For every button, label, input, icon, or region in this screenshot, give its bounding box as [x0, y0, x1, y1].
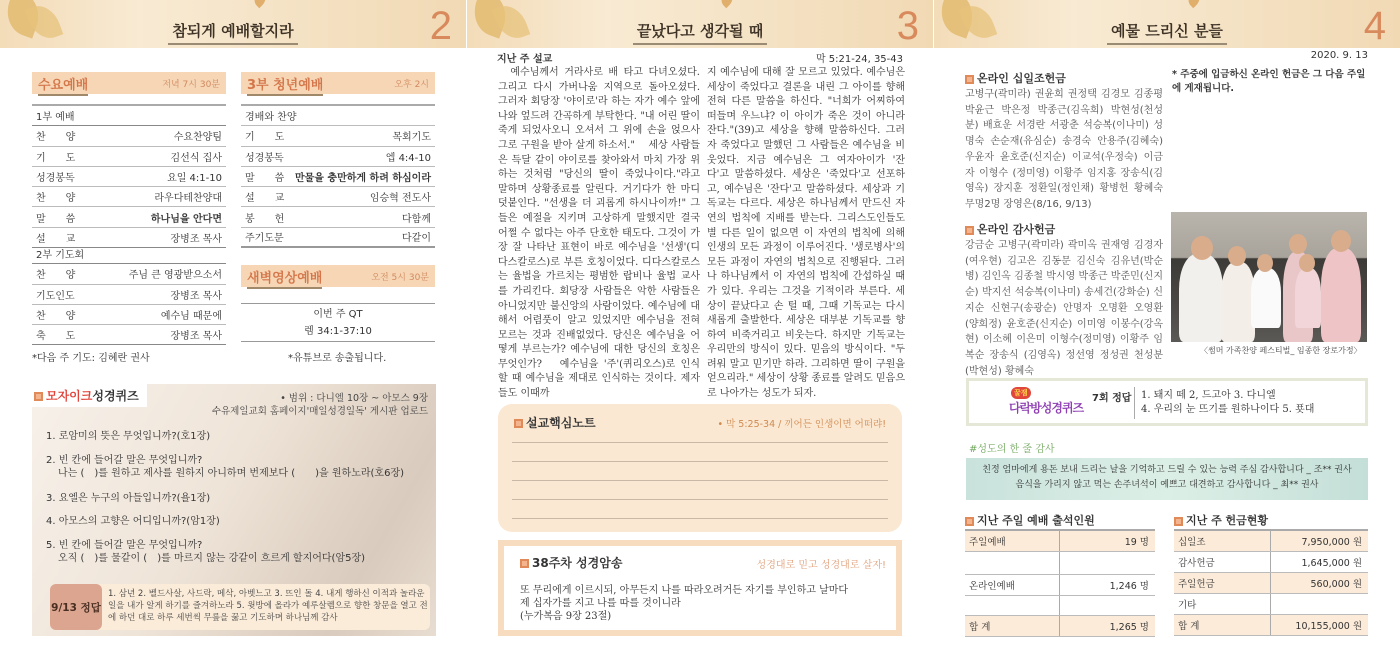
sermon-note-box: [498, 404, 902, 532]
square-bullet-icon: [965, 517, 974, 526]
bulletin-date: 2020. 9. 13: [1310, 50, 1368, 61]
sermon-column-2: 지 예수님에 대해 잘 모르고 있었다. 예수님은 세상이 죽었다고 결론을 내린 그 아이를 향해 전혀 다른 말씀을 하신다. "너희가 어찌하여 떠들며 우느냐? 이 아이가 죽은 것이 아니라 잔다."(39)고 세상을 향해 말씀하신다. 그러자 죽었다고 말했던 그 사람들은 예수님을 비웃었다. 지금 예수님은 그 여자아이가 '잔다'고 말씀하셨다. 세상은 '죽었다'고 선포하고, 예수님은 '잔다'고 말씀하셨다. 세상과 기독교는 다르다. 세상은 하나님께서 만드신 자연의 법칙에 지배를 받는다. 그리스도인들도 별 다른 일이 없으면 이 자연의 법칙에 의해 인생의 모든 과정이 이루어진다. '생로병사'의 모든 과정이 자연의 법칙으로 진행된다. 그러나 하나님께서 이 자연의 법칙에 간섭하실 때가 있다. 우리는 그것을 기적이라 부른다. 세상이 끝났다고 손 털 때, 그때 기독교는 다시 새롭게 출발한다. 세상은 대부분 기독교를 향하여 비죽거리고 비웃는다. 하지만 기독교는 우리만의 방식이 있다. 믿음의 방식이다. "두려워 말고 믿기만 하라. 그리하면 딸이 구원을 얻으리라." 세상이 상황 종료를 알려도 믿음으로 나아가는 성도가 되자.: [707, 67, 905, 400]
table-row: 성경봉독 엡 4:4-10: [241, 147, 435, 167]
quiz-title: 모자이크성경퀴즈: [32, 384, 147, 407]
online-note: * 주중에 입금하신 온라인 헌금은 그 다음 주일에 게재됩니다.: [1172, 69, 1366, 94]
page-banner: [0, 0, 466, 48]
square-bullet-icon: [1174, 517, 1183, 526]
page-banner: [467, 0, 933, 48]
square-bullet-icon: [34, 392, 43, 401]
wednesday-service-header: [32, 72, 226, 94]
section-title: 수요예배: [38, 74, 88, 96]
table-row: 합 계 10,155,000 원: [1174, 615, 1368, 636]
table-row: 설 교 장병조 목사: [32, 228, 226, 248]
logo-badge: 꿀잼: [1011, 387, 1031, 399]
offering-table: [1174, 529, 1368, 636]
service-time: 오후 2시: [394, 80, 429, 90]
leaf-decoration: [1185, 0, 1203, 8]
section-title: 3부 청년예배: [247, 74, 323, 96]
square-bullet-icon: [520, 559, 529, 568]
gratitude-title: #성도의 한 줄 감사: [969, 444, 1055, 455]
memory-slogan: 성경대로 믿고 성경대로 살자!: [756, 560, 886, 571]
leaf-decoration: [251, 0, 269, 8]
table-row: 찬 양 라우다테찬양대: [32, 187, 226, 207]
attendance-title: 지난 주일 예배 출석인원: [965, 512, 1095, 528]
memory-verse-box: [498, 540, 902, 636]
youth-service-header: [241, 72, 435, 94]
youtube-note: *유튜브로 송출됩니다.: [288, 353, 387, 364]
memory-verse: 또 무리에게 이르시되, 아무든지 나를 따라오려거든 자기를 부인하고 날마다 제 십자가를 지고 나를 따를 것이니라 (누가복음 9장 23절): [520, 585, 849, 622]
page-banner: [934, 0, 1400, 48]
quiz-question-line: 오직 ( )를 물같이 ( )를 마르지 않는 강같이 흐르게 할지어다(암5장): [58, 553, 366, 564]
memory-title: 38주차 성경암송: [520, 554, 622, 571]
table-row: 기 도 목회기도: [241, 126, 435, 146]
gratitude-box: [966, 458, 1368, 500]
quiz-question: 2. 빈 칸에 들어갈 말은 무엇입니까?: [46, 455, 203, 466]
quiz-question: 4. 아모스의 고향은 어디입니까?(암1장): [46, 516, 220, 527]
table-row: 설 교 임승혁 전도사: [241, 187, 435, 207]
thanks-offering-names: 강금순 고병구(곽미라) 곽미옥 권재영 김경자 (여우현) 김고은 김동문 김신숙 김유년(박순병) 김인옥 김종철 박시영 박종근 박준민(신지순) 박지선 석승복(이나미) 송세건(강화순) 신지순 신현구(송광순) 안명자 오명환 오영환(양희정) 윤호준(신지순) 이미영 이봉수(강옥현) 이소혜 이은미 이형수(정미영) 이황주 임복순 장송식 (김영옥) 정선영 정성권 천성분(박현성) 황혜숙: [965, 240, 1163, 377]
table-row: 기도인도 장병조 목사: [32, 285, 226, 305]
page-number: 2: [429, 4, 452, 48]
tithe-names: 고병구(곽미라) 권윤희 권정택 김경모 김종평 박윤근 박은정 박종근(김옥희) 박현성(천성분) 배효운 서경란 서광춘 석승복(이나미) 성명숙 손순재(유심순) 송경숙 안용주(김혜숙) 우윤자 윤호준(신지순) 이교석(우정숙) 이금자 이형수 (정미영) 이황주 임지홍 장송식(김영옥) 장지훈 정환일(정인채) 황병헌 황혜숙 무명2명 장영은(8/16, 9/13): [965, 89, 1163, 210]
bible-quiz: [32, 384, 436, 636]
table-row: 주일헌금 560,000 원: [1174, 573, 1368, 594]
quiz-7-label: 7회 정답: [1092, 393, 1132, 404]
page-number: 3: [896, 4, 919, 48]
page-2: [0, 0, 466, 660]
square-bullet-icon: [965, 226, 974, 235]
gratitude-line: 친정 엄마에게 용돈 보내 드리는 날을 기억하고 드릴 수 있는 능력 주심 감사합니다 _ 조** 권사: [982, 465, 1352, 475]
qt-reference: 렘 34:1-37:10: [304, 326, 372, 337]
service-time: 오전 5시 30분: [371, 273, 429, 283]
thanks-offering-title: 온라인 감사헌금: [965, 221, 1055, 237]
logo-text: 다락방성경퀴즈: [1009, 401, 1084, 415]
wednesday-order-table: [32, 104, 226, 248]
page-number: 4: [1363, 4, 1386, 48]
square-bullet-icon: [514, 419, 523, 428]
table-row: 찬 양 예수님 때문에: [32, 305, 226, 325]
attendance-table: [965, 529, 1155, 637]
page-title: 참되게 예배할지라: [0, 20, 466, 41]
table-row: 주일예배 19 명: [965, 531, 1155, 552]
page-title: 끝났다고 생각될 때: [467, 20, 933, 41]
quiz-question: 1. 로암미의 뜻은 무엇입니까?(호1장): [46, 431, 211, 442]
table-row: 주기도문 다같이: [241, 228, 435, 248]
table-row: 말 씀 만물을 충만하게 하려 하심이라: [241, 167, 435, 187]
next-prayer-note: *다음 주 기도: 김혜란 권사: [32, 353, 150, 364]
quiz-range: • 범위 : 다니엘 10장 ~ 아모스 9장 수유제일교회 홈페이지'매일성경일독' 게시판 업로드: [211, 393, 428, 417]
table-row: 합 계 1,265 명: [965, 616, 1155, 637]
qt-label: 이번 주 QT: [313, 309, 363, 320]
table-row: 성경봉독 요일 4:1-10: [32, 167, 226, 187]
qt-box: [241, 303, 435, 342]
table-row: 말 씀 하나님을 안다면: [32, 207, 226, 227]
quiz-question: 5. 빈 칸에 들어갈 말은 무엇입니까?: [46, 540, 203, 551]
youth-order-table: [241, 104, 435, 248]
sermon-column-1: 예수님께서 거라사로 배 타고 다녀오셨다. 그리고 다시 가버나움 지역으로 돌아오셨다. 그러자 회당장 '야이로'라 하는 자가 예수 앞에 나와 엎드려 간곡하게 부탁한다. "내 어린 딸이 죽게 되었사오니 오셔서 그 위에 손을 얹으사 그로 구원을 받아 살게 하소서." 세상 사람들은 득달 같이 야이로를 찾아와서 마치 가장 위하는 것처럼 "당신의 딸이 죽었나이다."라고 말하며 상황종료를 알린다. 거기다가 한 마디 덧붙인다. "선생을 더 괴롭게 하시나이까!" 그들은 예절을 지키며 고상하게 말했지만 결국 어쩔 수 없다는 아주 단호한 태도다. 그것이 가장 잘 나타난 표현이 바로 예수님을 '선생'(디다스칼로스)로 부른 호칭이었다. 디다스칼로스는 율법을 가르치는 평범한 랍비나 율법 교사를 가리킨다. 회당장 사람들은 악한 사람들은 아니었지만 불신앙의 사람이었다. 예수님에 대해서 어렴풋이 알고 있었지만 예수님을 전혀 모르는 것과 진배없었다. 당신은 예수님을 어떻게 부르는가? 예수님에 대한 당신의 호칭은 무엇인가? 예수님을 '주'(퀴리오스)로 인식할 때 예수님을 제대로 인식하는 것이다. 제자들도 이때까: [498, 67, 700, 400]
table-row: 감사헌금 1,645,000 원: [1174, 552, 1368, 573]
dawn-service-header: [241, 265, 435, 287]
table-row: 축 도 장병조 목사: [32, 325, 226, 345]
part-title: 1부 예배: [32, 106, 226, 126]
quiz-7-answers: [966, 378, 1368, 426]
section-title: 새벽영상예배: [247, 267, 322, 289]
sermon-reference: 막 5:21-24, 35-43: [815, 54, 903, 65]
quiz-question: 3. 요엘은 누구의 아들입니까?(욜1장): [46, 493, 211, 504]
prayer-meeting-table: [32, 244, 226, 345]
note-title: 설교핵심노트: [514, 414, 596, 431]
service-time: 저녁 7시 30분: [162, 80, 220, 90]
offering-title: 지난 주 헌금현황: [1174, 512, 1268, 528]
table-row: 봉 헌 다함께: [241, 207, 435, 227]
table-row: 찬 양 수요찬양팀: [32, 126, 226, 146]
leaf-decoration: [718, 0, 736, 8]
photo-caption: 〈썸머 가족찬양 페스티벌_ 임종한 장로가정〉: [1200, 346, 1362, 355]
square-bullet-icon: [965, 75, 974, 84]
family-photo: [1171, 212, 1367, 342]
page-title: 예물 드리신 분들: [934, 20, 1400, 41]
table-row: 기 도 김선식 집사: [32, 147, 226, 167]
table-row: 경배와 찬양: [241, 106, 435, 126]
gratitude-line: 음식을 가리지 않고 먹는 손주녀석이 예쁘고 대견하고 감사합니다 _ 최** 권사: [1015, 480, 1319, 490]
table-row: [965, 552, 1155, 575]
table-row: 온라인예배 1,246 명: [965, 575, 1155, 596]
previous-answers: [50, 584, 430, 630]
part-title: 2부 기도회: [32, 244, 226, 264]
table-row: 기타: [1174, 594, 1368, 615]
quiz-question-line: 나는 ( )를 원하고 제사를 원하지 아니하며 번제보다 ( )을 원하노라(호6장): [58, 468, 405, 479]
sermon-label: 지난 주 설교: [497, 54, 553, 65]
note-reference: • 막 5:25-34 / 끼어든 인생이면 어떠랴!: [717, 419, 886, 430]
table-row: 찬 양 주님 큰 영광받으소서: [32, 264, 226, 284]
table-row: [965, 596, 1155, 616]
answer-label: 9/13 정답: [50, 584, 102, 630]
answer-text: 1. 삼년 2. 벨드사살, 사드락, 메삭, 아벳느고 3. 뜨인 돌 4. 내게 행하신 이적과 놀라운 일을 내가 알게 하기를 즐겨하노라 5. 윗방에 올라가 예루살렘으로 향한 창문을 열고 전에 하던 대로 하루 세번씩 무릎을 꿇고 기도하며 하나님께 감사: [108, 589, 428, 623]
divider: [1134, 387, 1135, 419]
tithe-title: 온라인 십일조헌금: [965, 70, 1066, 86]
quiz-7-answer-text: 1. 돼지 떼 2, 드고아 3. 다니엘 4. 우리의 눈 뜨기를 원하나이다 5. 푯대: [1141, 390, 1315, 415]
table-row: 십일조 7,950,000 원: [1174, 531, 1368, 552]
